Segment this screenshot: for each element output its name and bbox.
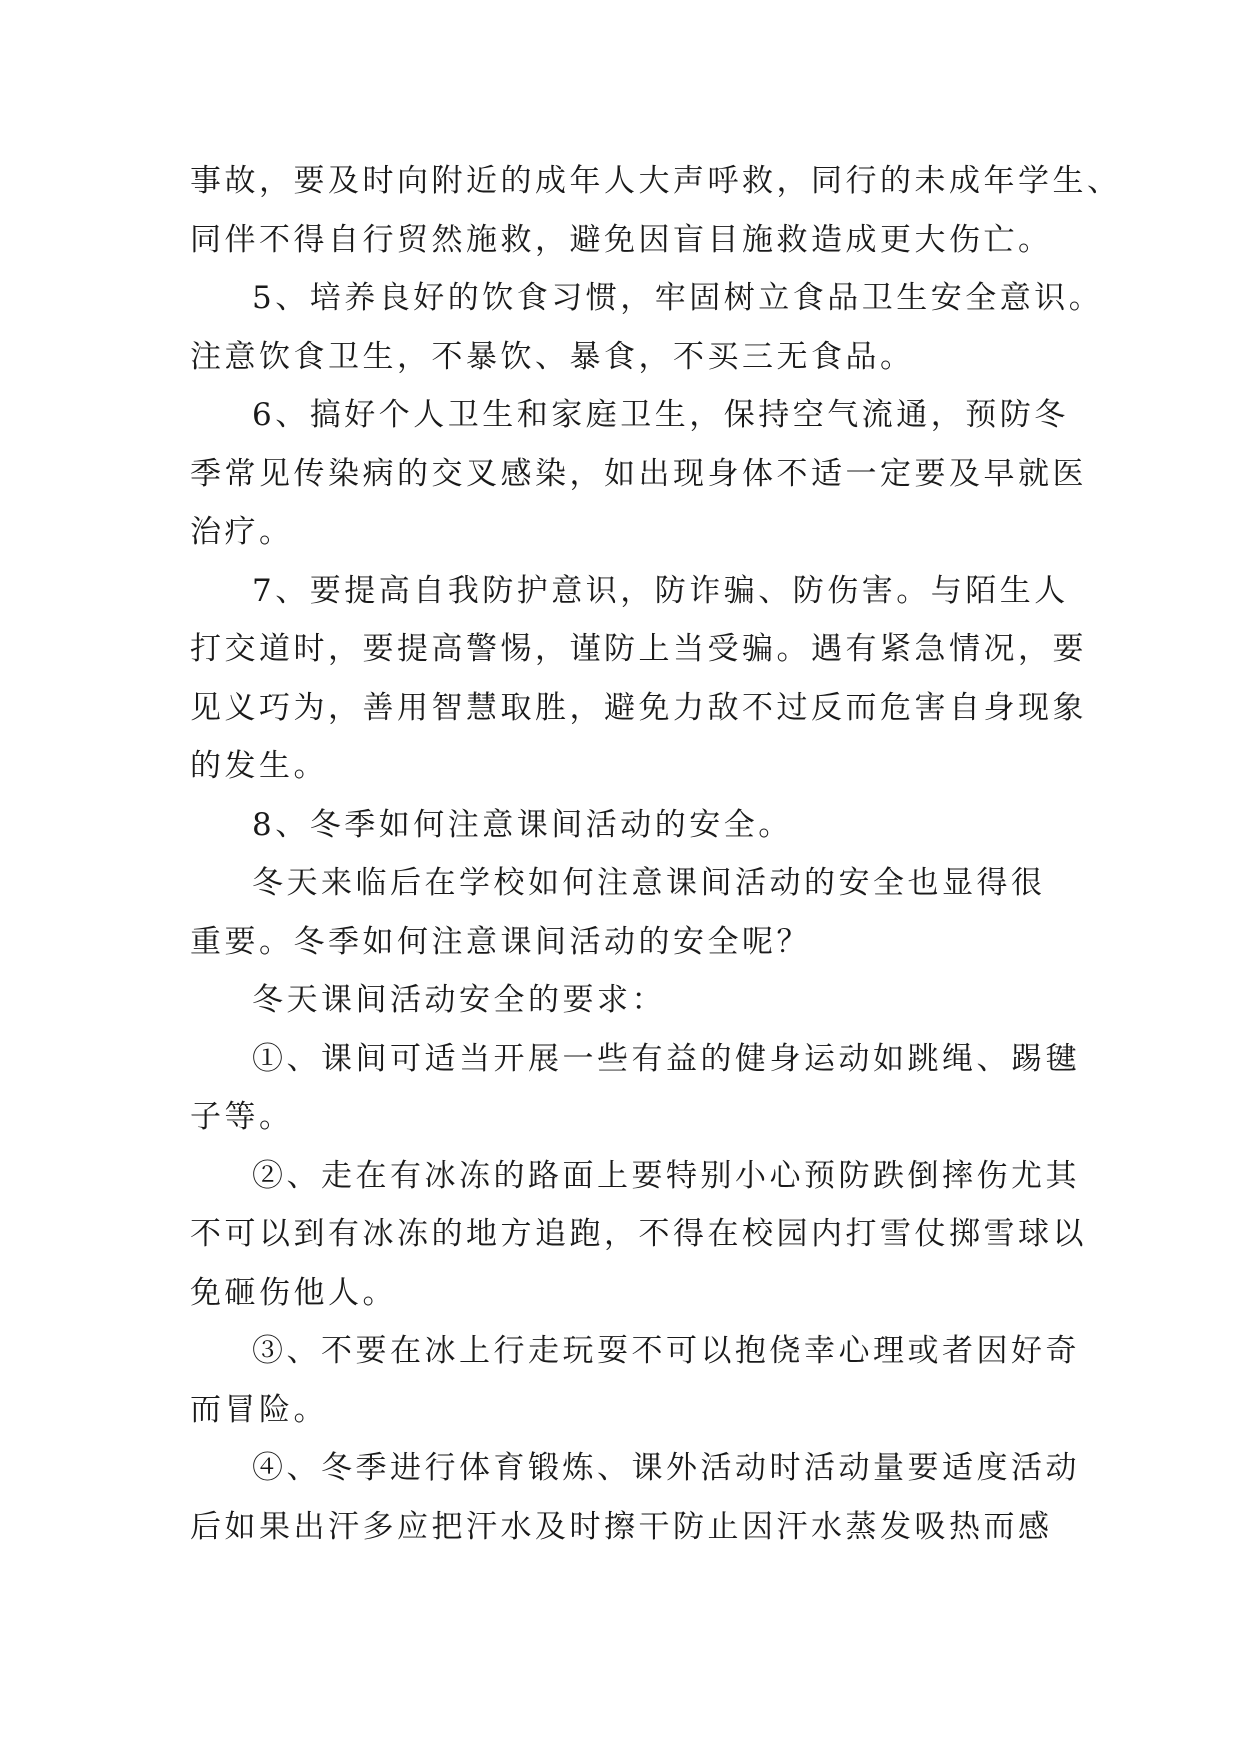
text-line: 子等。 <box>190 1099 294 1135</box>
text-line: 见义巧为，善用智慧取胜，避免力敌不过反而危害自身现象 <box>190 689 1087 726</box>
paragraph-item-5: 5、培养良好的饮食习惯，牢固树立食品卫生安全意识。 <box>252 280 1104 316</box>
text-line: 重要。冬季如何注意课间活动的安全呢？ <box>190 923 811 960</box>
text-line: 免砸伤他人。 <box>190 1274 397 1311</box>
paragraph-requirement-3: ③、不要在冰上行走玩耍不可以抱侥幸心理或者因好奇 <box>252 1333 1080 1369</box>
paragraph-requirements-heading: 冬天课间活动安全的要求： <box>252 982 666 1018</box>
text-line: 而冒险。 <box>190 1391 328 1428</box>
paragraph-item-6: 6、搞好个人卫生和家庭卫生，保持空气流通，预防冬 <box>252 397 1069 433</box>
paragraph-item-7: 7、要提高自我防护意识，防诈骗、防伤害。与陌生人 <box>252 572 1069 609</box>
paragraph-requirement-2: ②、走在有冰冻的路面上要特别小心预防跌倒摔伤尤其 <box>252 1157 1080 1194</box>
paragraph-requirement-1: ①、课间可适当开展一些有益的健身运动如跳绳、踢毽 <box>252 1040 1080 1077</box>
text-line: 打交道时，要提高警惕，谨防上当受骗。遇有紧急情况，要 <box>190 631 1087 667</box>
text-line: 注意饮食卫生，不暴饮、暴食，不买三无食品。 <box>190 338 915 375</box>
text-line: 后如果出汗多应把汗水及时擦干防止因汗水蒸发吸热而感 <box>190 1508 1053 1545</box>
paragraph-requirement-4: ④、冬季进行体育锻炼、课外活动时活动量要适度活动 <box>252 1450 1080 1486</box>
text-line: 不可以到有冰冻的地方追跑，不得在校园内打雪仗掷雪球以 <box>190 1216 1087 1252</box>
document-body <box>190 152 1122 1556</box>
text-line: 治疗。 <box>190 514 294 550</box>
paragraph-intro: 冬天来临后在学校如何注意课间活动的安全也显得很 <box>252 865 1046 901</box>
paragraph-item-8: 8、冬季如何注意课间活动的安全。 <box>252 806 793 843</box>
text-line: 事故，要及时向附近的成年人大声呼救，同行的未成年学生、 <box>190 163 1122 199</box>
text-line: 同伴不得自行贸然施救，避免因盲目施救造成更大伤亡。 <box>190 221 1053 258</box>
text-line: 的发生。 <box>190 748 328 784</box>
text-line: 季常见传染病的交叉感染，如出现身体不适一定要及早就医 <box>190 455 1087 492</box>
